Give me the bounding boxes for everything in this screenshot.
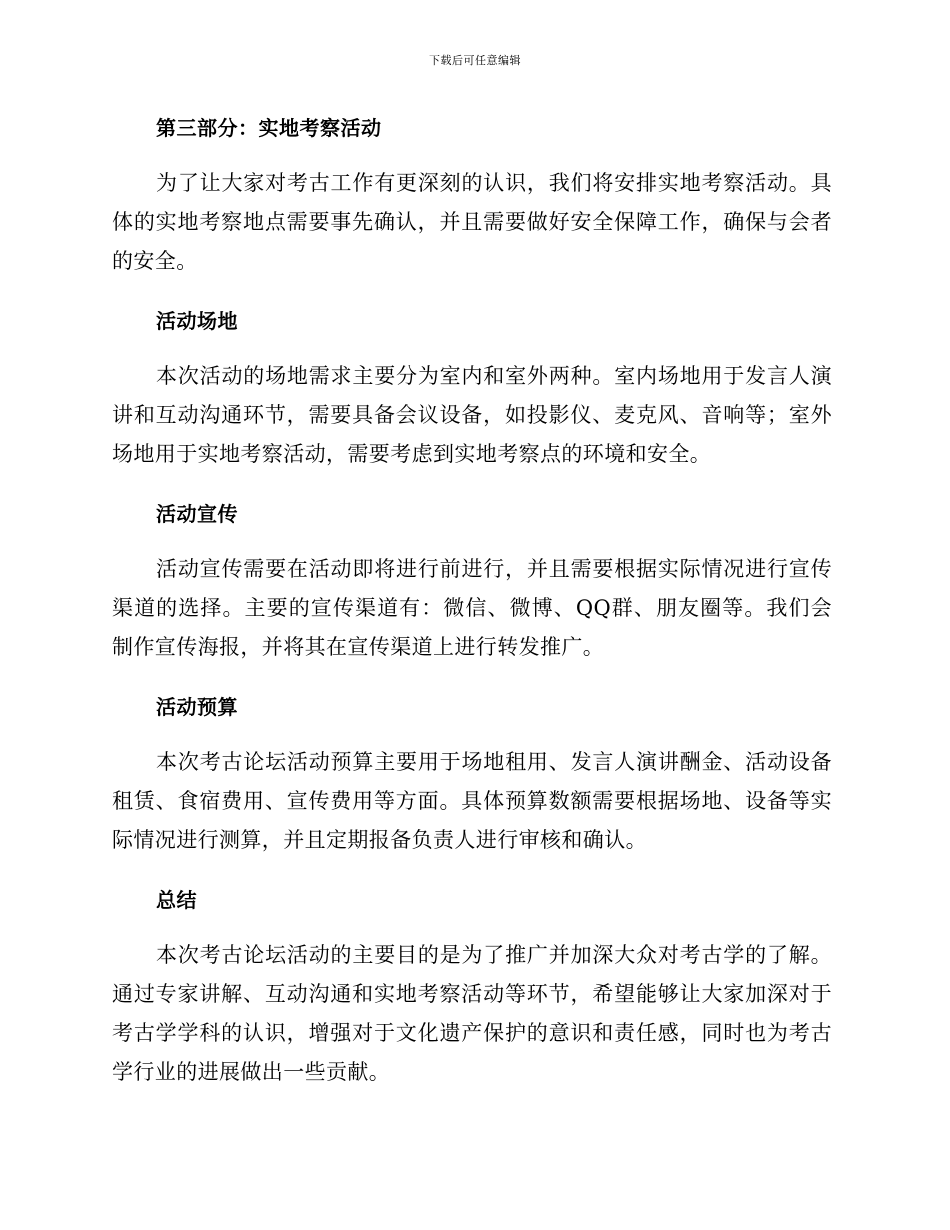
section-heading-publicity: 活动宣传	[156, 502, 238, 526]
section-paragraph-budget: 本次考古论坛活动预算主要用于场地租用、发言人演讲酬金、活动设备租赁、食宿费用、宣传费用等方面。具体预算数额需要根据场地、设备等实际情况进行测算，并且定期报备负责人进行审核和确认。	[112, 750, 832, 852]
section-paragraph-summary: 本次考古论坛活动的主要目的是为了推广并加深大众对考古学的了解。通过专家讲解、互动沟通和实地考察活动等环节，希望能够让大家加深对于考古学学科的认识，增强对于文化遗产保护的意识和责任感，同时也为考古学行业的进展做出一些贡献。	[112, 943, 832, 1084]
section-paragraph-venue: 本次活动的场地需求主要分为室内和室外两种。室内场地用于发言人演讲和互动沟通环节，需要具备会议设备，如投影仪、麦克风、音响等；室外场地用于实地考察活动，需要考虑到实地考察点的环境和安全。	[112, 364, 832, 466]
section-paragraph-publicity: 活动宣传需要在活动即将进行前进行，并且需要根据实际情况进行宣传渠道的选择。主要的宣传渠道有：微信、微博、QQ群、朋友圈等。我们会制作宣传海报，并将其在宣传渠道上进行转发推广。	[112, 557, 832, 659]
page-header-note: 下载后可任意编辑	[429, 54, 521, 67]
section-heading-budget: 活动预算	[156, 695, 238, 719]
section-heading-venue: 活动场地	[156, 309, 238, 333]
document-body	[112, 108, 832, 1112]
section-paragraph-field-trip: 为了让大家对考古工作有更深刻的认识，我们将安排实地考察活动。具体的实地考察地点需要事先确认，并且需要做好安全保障工作，确保与会者的安全。	[112, 171, 832, 273]
section-heading-summary: 总结	[156, 888, 197, 912]
section-heading-field-trip: 第三部分：实地考察活动	[156, 116, 382, 140]
